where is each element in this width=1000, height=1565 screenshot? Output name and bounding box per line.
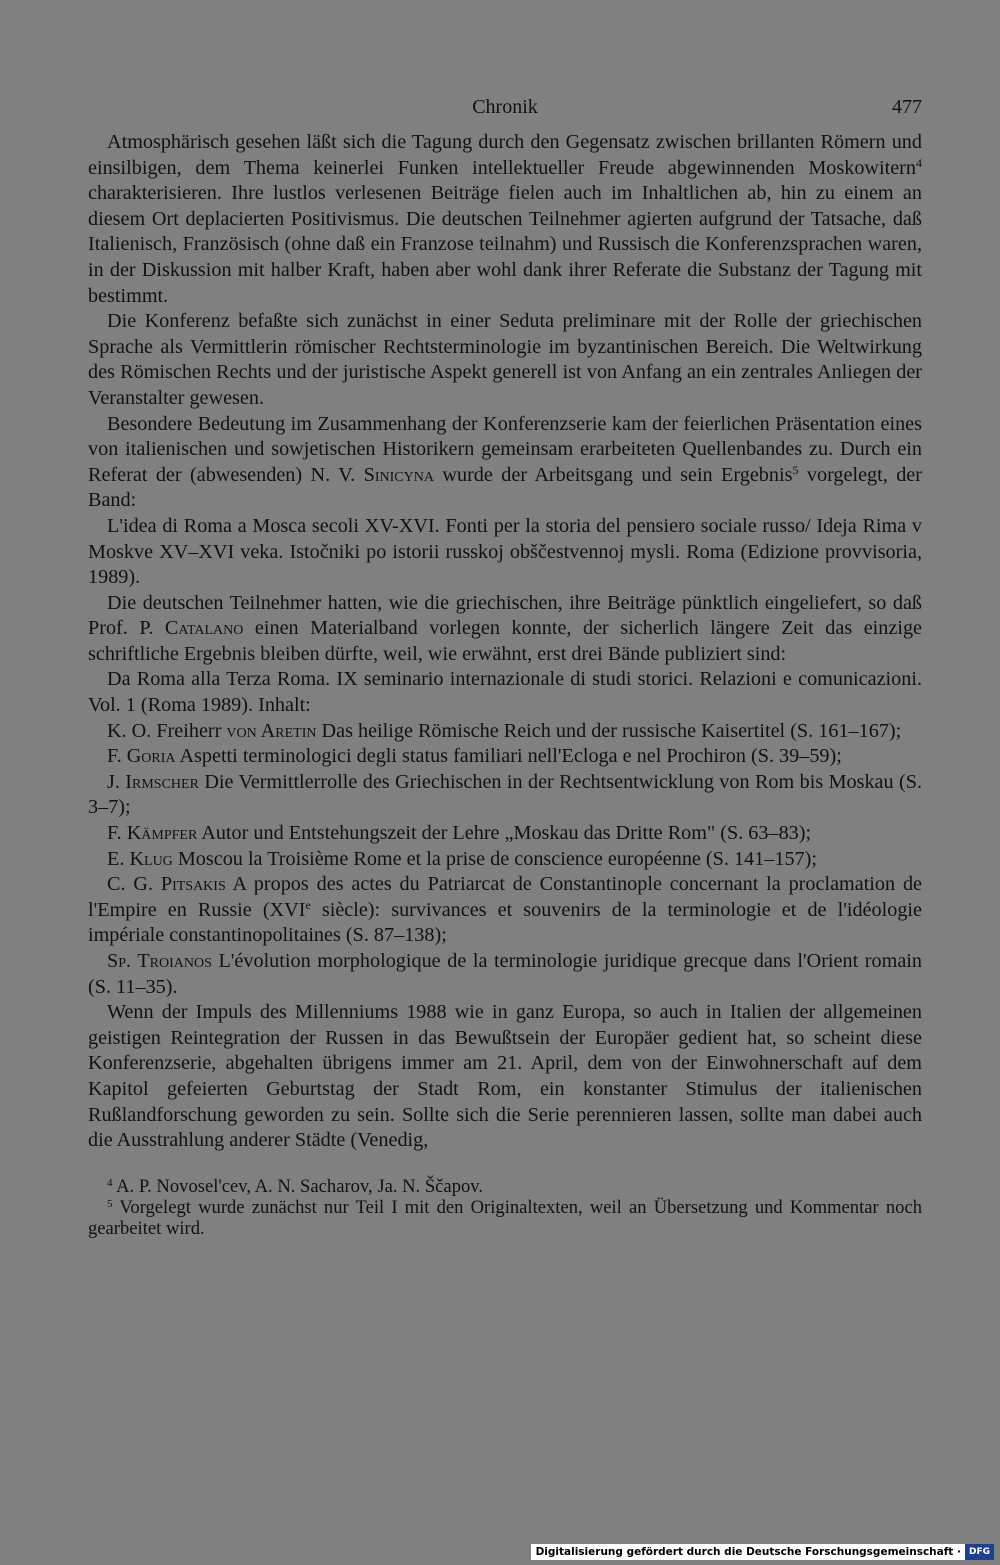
paragraph-3-text-a: Besondere Bedeutung im Zusammenhang der Konferenzserie kam der feierlichen Präsentation eines von italienischen und sowjetischen Historikern gemeinsam erarbeiteten Quellenbandes zu. Durch ein Referat der (abwesenden) N. V. (88, 412, 922, 486)
author-name-sinicyna: Sinicyna (363, 463, 434, 486)
entry-title: Aspetti terminologici degli status familiari nell'Ecloga e nel Prochiron (S. 39–59); (175, 745, 842, 768)
entry-4 (88, 821, 922, 847)
entry-author: Goria (126, 745, 176, 768)
entry-title-cont: siècle): survivances et souvenirs de la terminologie et de l'idéologie impériale constantinopolitaines (S. 87–138); (88, 898, 922, 947)
body-text (88, 130, 922, 1154)
paragraph-5-text-a: Die deutschen Teilnehmer hatten, wie die griechischen, ihre Beiträge pünktlich eingeliefert, so daß Prof. P. (88, 591, 922, 640)
entry-6 (88, 872, 922, 949)
entry-title: Autor und Entstehungszeit der Lehre „Moskau das Dritte Rom" (S. 63–83); (197, 822, 812, 845)
banner-text: Digitalisierung gefördert durch die Deutsche Forschungsgemeinschaft · (535, 1546, 961, 1558)
page (88, 96, 922, 1239)
entry-author: Klug (129, 847, 173, 870)
entry-3 (88, 770, 922, 821)
entry-author: Sp. Troianos (107, 950, 212, 972)
entry-7 (88, 949, 922, 1000)
entry-title: A propos des actes du Patriarcat de Constantinople concernant la proclamation de l'Empire en Russie (XVI (88, 873, 922, 921)
entry-initials: C. G. (107, 873, 161, 896)
footnote-ref-4: 4 (916, 155, 922, 170)
author-name-catalano: Catalano (164, 617, 244, 640)
dfg-funding-banner (531, 1544, 994, 1560)
entry-author: Pitsakis (160, 873, 226, 896)
paragraph-2: Die Konferenz befaßte sich zunächst in einer Seduta preliminare mit der Rolle der griechischen Sprache als Vermittlerin römischer Rechtsterminologie im byzantinischen Bereich. Die Weltwirkung des Römischen Rechts und der juristische Aspekt generell ist von Anfang an ein zentrales Anliegen der Veranstalter gewesen. (88, 310, 922, 409)
footnote-number: 4 (107, 1176, 113, 1189)
paragraph-4-citation: L'idea di Roma a Mosca secoli XV-XVI. Fonti per la storia del pensiero sociale russo/ Ideja Rima v Moskve XV–XVI veka. Istočniki po istorii russkoj obščestvennoj mysli. Roma (Edizione provvisoria, 1989). (88, 514, 922, 589)
paragraph-5 (88, 591, 922, 668)
entry-superscript: e (305, 897, 311, 912)
footnote-ref-5: 5 (792, 462, 799, 477)
entry-title: L'évolution morphologique de la terminologie juridique grecque dans l'Orient romain (S. 11–35). (88, 950, 922, 998)
footnote-5 (88, 1197, 922, 1239)
entry-title: Das heilige Römische Reich und der russische Kaisertitel (S. 161–167); (316, 719, 902, 742)
entry-title: Die Vermittlerrolle des Griechischen in der Rechtsentwicklung von Rom bis Moskau (S. 3–7); (88, 770, 922, 819)
paragraph-3-text-b: wurde der Arbeitsgang und sein Ergebnis (433, 463, 793, 486)
entry-title: Moscou la Troisième Rome et la prise de conscience européenne (S. 141–157); (172, 847, 817, 870)
paragraph-3 (88, 412, 922, 514)
paragraph-1-cont: charakterisieren. Ihre lustlos verlesenen Beiträge fielen auch im Inhaltlichen ab, hin zu einem an diesem Ort deplacierten Positivismus. Die deutschen Teilnehmer agierten aufgrund der Tatsache, daß Italienisch, Französisch (ohne daß ein Franzose teilnahm) und Russisch die Konferenzsprachen waren, in der Diskussion mit halber Kraft, haben aber wohl dank ihrer Referate die Substanz der Tagung mit bestimmt. (88, 182, 922, 307)
paragraph-6: Da Roma alla Terza Roma. IX seminario internazionale di studi storici. Relazioni e comunicazioni. Vol. 1 (Roma 1989). Inhalt: (88, 668, 922, 717)
entry-5 (88, 847, 922, 873)
dfg-logo: DFG (965, 1544, 994, 1560)
page-number: 477 (892, 96, 922, 118)
entry-2 (88, 744, 922, 770)
footnotes (88, 1176, 922, 1239)
footnote-text: Vorgelegt wurde zunächst nur Teil I mit den Originaltexten, weil an Übersetzung und Kommentar noch gearbeitet wird. (88, 1196, 922, 1239)
entry-initials: F. (107, 822, 127, 845)
running-title: Chronik (472, 96, 538, 118)
paragraph-1 (88, 130, 922, 309)
footnote-number: 5 (107, 1197, 113, 1210)
entry-initials: K. O. Freiherr (107, 719, 227, 742)
entry-author: von Aretin (226, 719, 317, 742)
paragraph-3-text-c: vorgelegt, der Band: (88, 463, 922, 512)
footnote-4 (88, 1176, 922, 1197)
entry-author: Irmscher (125, 770, 199, 793)
paragraph-1-text: Atmosphärisch gesehen läßt sich die Tagung durch den Gegensatz zwischen brillanten Römern und einsilbigen, dem Thema keinerlei Funken intellektueller Freude abgewinnenden Moskowitern (88, 131, 922, 179)
entry-1 (88, 719, 922, 745)
paragraph-5-text-b: einen Materialband vorlegen konnte, der sicherlich längere Zeit das einzige schriftliche Ergebnis bleiben dürfte, weil, wie erwähnt, erst drei Bände publiziert sind: (88, 617, 922, 665)
entry-author: Kämpfer (126, 822, 198, 845)
footnote-text: A. P. Novosel'cev, A. N. Sacharov, Ja. N. Ščapov. (112, 1175, 484, 1197)
paragraph-7: Wenn der Impuls des Millenniums 1988 wie in ganz Europa, so auch in Italien der allgemeinen geistigen Reintegration der Russen in das Bewußtsein der Europäer gedient hat, so scheint diese Konferenzserie, abgehalten übrigens immer am 21. April, dem von der Einwohnerschaft auf dem Kapitol gefeierten Geburtstag der Stadt Rom, ein konstanter Stimulus der italienischen Rußlandforschung geworden zu sein. Sollte sich die Serie perennieren lassen, sollte man dabei auch die Ausstrahlung anderer Städte (Venedig, (88, 1001, 922, 1152)
entry-initials: E. (107, 847, 130, 870)
entry-initials: F. (107, 745, 127, 768)
entry-initials: J. (107, 770, 126, 793)
running-head (88, 96, 922, 130)
